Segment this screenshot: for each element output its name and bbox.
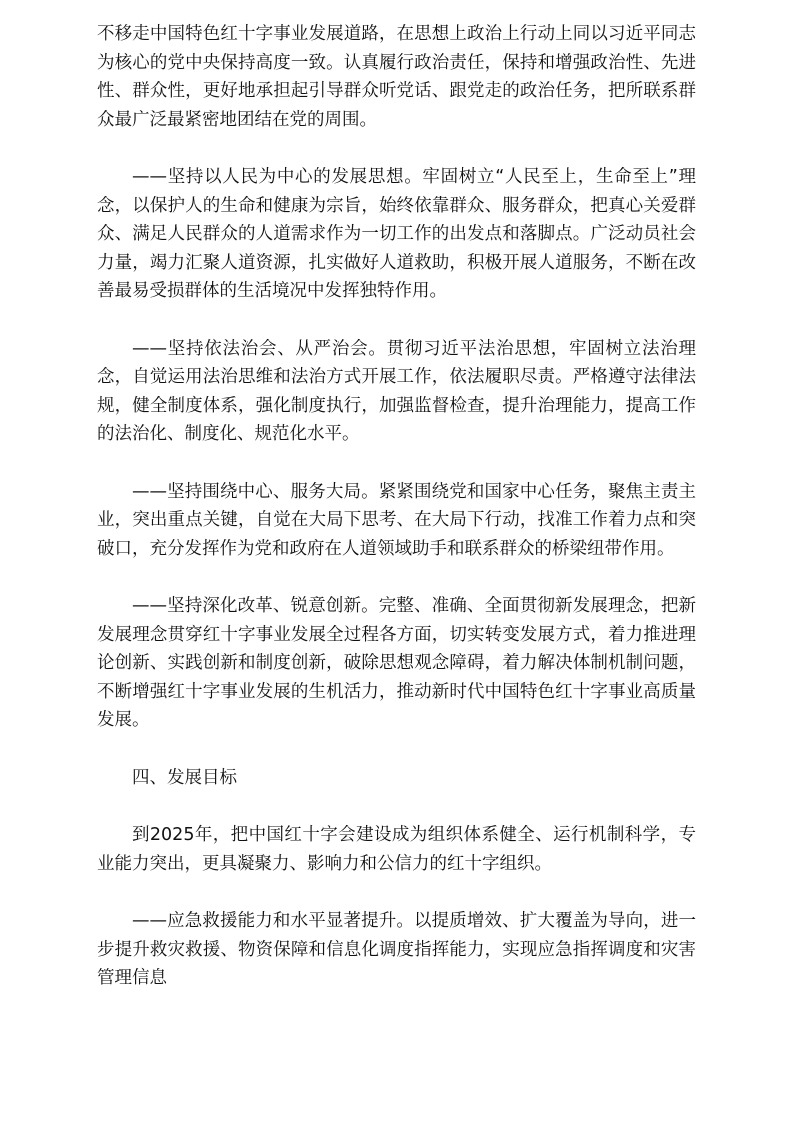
paragraph-emergency-rescue: ——应急救援能力和水平显著提升。以提质增效、扩大覆盖为导向，进一步提升救灾救援、物资保障和信息化调度指挥能力，实现应急指挥调度和灾害管理信息	[97, 911, 696, 988]
document-page	[97, 20, 696, 1022]
paragraph-people-centered: ——坚持以人民为中心的发展思想。牢固树立“人民至上，生命至上”理念，以保护人的生命和健康为宗旨，始终依靠群众、服务群众，把真心关爱群众、满足人民群众的人道需求作为一切工作的出发点和落脚点。广泛动员社会力量，竭力汇聚人道资源，扎实做好人道救助，积极开展人道服务，不断在改善最易受损群体的生活境况中发挥独特作用。	[97, 167, 696, 301]
section-heading-development-goals: 四、发展目标	[132, 767, 237, 788]
paragraph-political-alignment: 不移走中国特色红十字事业发展道路，在思想上政治上行动上同以习近平同志为核心的党中央保持高度一致。认真履行政治责任，保持和增强政治性、先进性、群众性，更好地承担起引导群众听党话、跟党走的政治任务，把所联系群众最广泛最紧密地团结在党的周围。	[97, 24, 696, 130]
paragraph-serve-overall: ——坚持围绕中心、服务大局。紧紧围绕党和国家中心任务，聚焦主责主业，突出重点关键，自觉在大局下思考、在大局下行动，找准工作着力点和突破口，充分发挥作为党和政府在人道领域助手和联系群众的桥梁纽带作用。	[97, 481, 696, 559]
paragraph-rule-of-law: ——坚持依法治会、从严治会。贯彻习近平法治思想，牢固树立法治理念，自觉运用法治思维和法治方式开展工作，依法履职尽责。严格遵守法律法规，健全制度体系，强化制度执行，加强监督检查，提升治理能力，提高工作的法治化、制度化、规范化水平。	[97, 338, 696, 444]
paragraph-goal-2025: 到2025年，把中国红十字会建设成为组织体系健全、运行机制科学，专业能力突出，更具凝聚力、影响力和公信力的红十字组织。	[97, 825, 696, 874]
paragraph-reform-innovation: ——坚持深化改革、锐意创新。完整、准确、全面贯彻新发展理念，把新发展理念贯穿红十字事业发展全过程各方面，切实转变发展方式，着力推进理论创新、实践创新和制度创新，破除思想观念障碍，着力解决体制机制问题，不断增强红十字事业发展的生机活力，推动新时代中国特色红十字事业高质量发展。	[97, 596, 696, 730]
